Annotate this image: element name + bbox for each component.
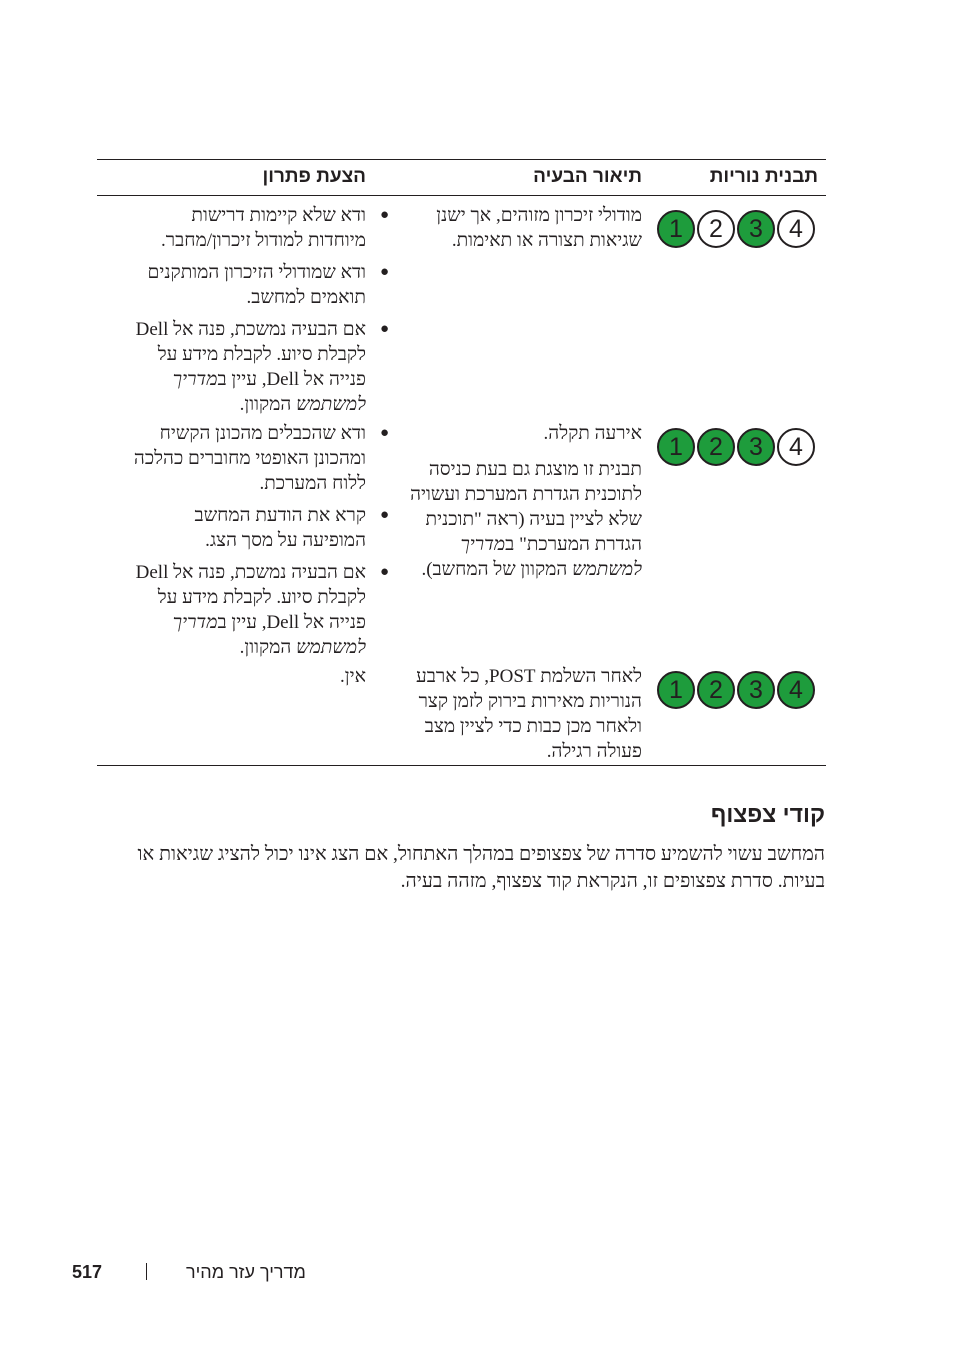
light-1-icon: 1 [657,428,695,466]
light-4-icon: 4 [777,671,815,709]
page-number: 517 [72,1262,103,1282]
resolution-item [130,203,389,253]
footer-separator [146,1263,147,1280]
resolution-text-tail: המקוון. [239,394,297,415]
suggested-resolution [130,664,366,689]
table-bottom-rule [97,765,826,766]
problem-description [392,664,642,775]
bullet-icon: ● [379,425,389,441]
resolution-item [130,503,389,553]
light-pattern [657,428,819,468]
light-pattern [657,671,819,711]
bullet-icon: ● [379,264,389,280]
description-text-main: תבנית זו מוצגת גם בעת כניסה לתוכנית הגדרת המערכת ועשויה שלא לציין בעיה (ראה "תוכנית הגדרת המערכת" ב [410,459,642,555]
section-title: קודי צפצוף [710,801,825,827]
resolution-text-tail: המקוון. [239,637,297,658]
light-1-icon: 1 [657,210,695,248]
bullet-icon: ● [379,564,389,580]
bullet-icon: ● [379,321,389,337]
guide-reference: מדריך למשתמש [172,369,366,415]
resolution-item [130,260,389,310]
light-3-icon: 3 [737,671,775,709]
resolution-text: אין. [340,666,366,687]
resolution-item [130,317,389,417]
description-text [392,457,642,582]
light-4-icon: 4 [777,428,815,466]
footer-guide-title: מדריך עזר מהיר [186,1262,306,1282]
table-header-rule [97,195,826,196]
light-2-icon: 2 [697,210,735,248]
light-1-icon: 1 [657,671,695,709]
problem-description [392,203,642,264]
resolution-text: אם הבעיה נמשכת, פנה אל Dell לקבלת סיוע. לקבלת מידע על פנייה אל Dell, עיין ב [135,319,366,390]
light-2-icon: 2 [697,428,735,466]
resolution-text: ודא שלא קיימות דרישות מיוחדות למודול זיכרון/מחבר. [161,205,366,251]
resolution-text: אם הבעיה נמשכת, פנה אל Dell לקבלת סיוע. לקבלת מידע על פנייה אל Dell, עיין ב [135,562,366,633]
suggested-resolution [130,421,389,667]
guide-reference: מדריך למשתמש [172,612,366,658]
resolution-item [130,421,389,496]
light-4-icon: 4 [777,210,815,248]
description-text: אירעה תקלה. [543,423,642,444]
description-text-tail: המקוון של המחשב). [421,559,573,580]
bullet-icon: ● [379,207,389,223]
table-top-rule [97,159,826,160]
resolution-text: ודא שמודולי הזיכרון המותקנים תואמים למחשב. [147,262,366,308]
light-2-icon: 2 [697,671,735,709]
bullet-icon: ● [379,507,389,523]
description-text: לאחר השלמת POST, כל ארבע הנוריות מאירות בירוק לזמן קצר ולאחר מכן כבות כדי לציין מצב פעולה רגילה. [415,666,642,762]
suggested-resolution [130,203,389,424]
guide-reference: מדריך למשתמש [460,534,642,580]
resolution-text: קרא את הודעת המחשב המופיעה על מסך הצג. [194,505,366,551]
resolution-item [130,560,389,660]
light-3-icon: 3 [737,428,775,466]
header-light-pattern: תבנית נוריות [709,166,818,187]
section-paragraph: המחשב עשוי להשמיע סדרה של צפצופים במהלך האתחול, אם הצג אינו יכול להציג שגיאות או בעיות. סדרת צפצופים זו, הנקראת קוד צפצוף, מזהה בעיה. [137,844,825,892]
header-suggested-resolution: הצעת פתרון [262,166,366,187]
light-pattern [657,210,819,250]
light-3-icon: 3 [737,210,775,248]
problem-description [392,421,642,593]
description-text: מודולי זיכרון מזוהים, אך ישנן שגיאות תצורה או תאימות. [436,205,642,251]
header-problem-description: תיאור הבעיה [533,166,642,187]
resolution-text: ודא שהכבלים מהכונן הקשיח ומהכונן האופטי מחוברים כהלכה ללוח המערכת. [133,423,366,494]
